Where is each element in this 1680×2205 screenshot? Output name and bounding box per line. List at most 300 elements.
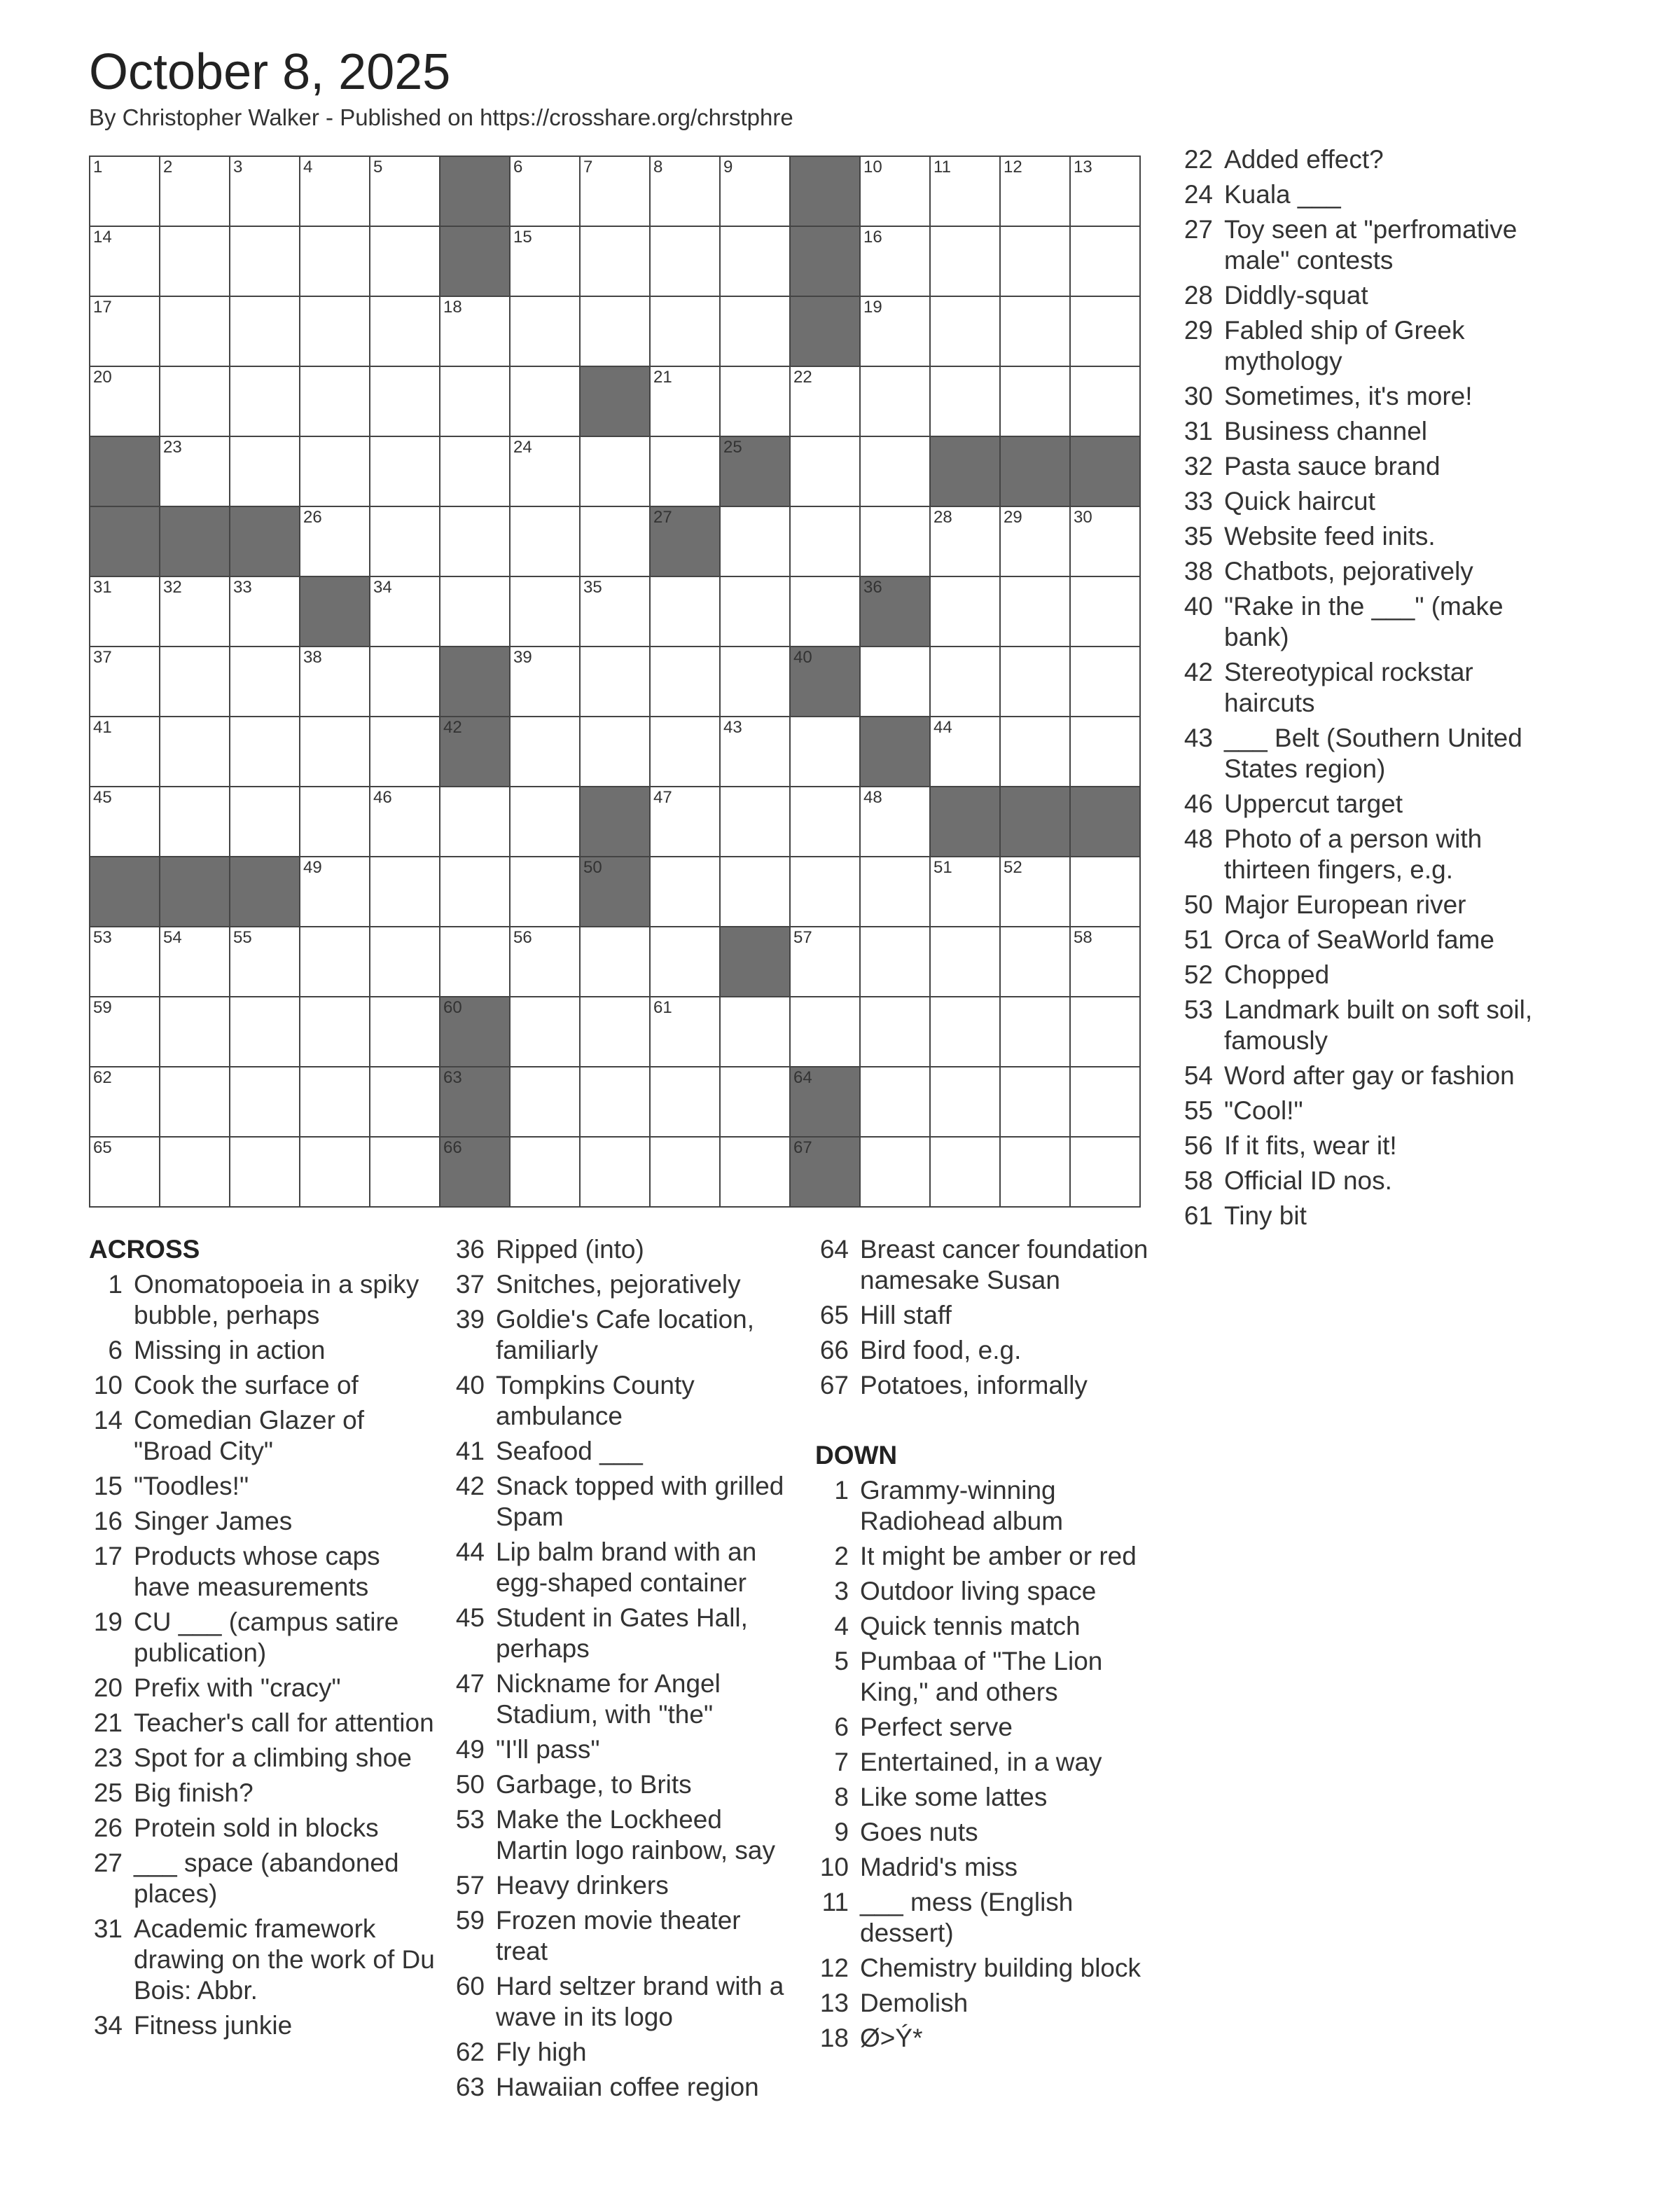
grid-cell[interactable]: [440, 507, 511, 577]
clue-item[interactable]: [1179, 1131, 1543, 1161]
grid-cell[interactable]: [1001, 157, 1071, 227]
grid-cell[interactable]: [440, 577, 511, 647]
grid-cell[interactable]: [230, 647, 300, 717]
clue-item[interactable]: [451, 2037, 787, 2068]
grid-cell[interactable]: [581, 927, 651, 997]
clue-item[interactable]: [815, 1852, 1151, 1883]
clue-item[interactable]: [815, 1576, 1151, 1607]
grid-cell[interactable]: [511, 997, 581, 1067]
grid-cell[interactable]: [300, 507, 370, 577]
grid-cell[interactable]: [861, 227, 931, 297]
grid-cell[interactable]: [370, 647, 440, 717]
grid-cell[interactable]: [791, 997, 861, 1067]
clue-item[interactable]: [1179, 451, 1543, 482]
grid-cell[interactable]: [160, 787, 230, 857]
clue-item[interactable]: [815, 1300, 1151, 1331]
grid-cell[interactable]: [300, 227, 370, 297]
grid-cell[interactable]: [511, 857, 581, 927]
cell-number: 24: [513, 438, 532, 457]
grid-cell[interactable]: [440, 437, 511, 507]
grid-cell[interactable]: [1071, 717, 1141, 787]
grid-cell[interactable]: [1001, 507, 1071, 577]
grid-cell[interactable]: [160, 997, 230, 1067]
grid-cell[interactable]: [1071, 507, 1141, 577]
clue-number: 66: [819, 1336, 849, 1364]
grid-cell[interactable]: [1071, 157, 1141, 227]
clue-item[interactable]: [89, 1778, 439, 1809]
clue-item[interactable]: [1179, 591, 1543, 653]
grid-cell[interactable]: [160, 1138, 230, 1208]
clue-item[interactable]: [815, 1541, 1151, 1572]
grid-cell[interactable]: [791, 717, 861, 787]
clue-item[interactable]: [815, 1370, 1151, 1401]
clue-item[interactable]: [451, 1603, 787, 1664]
clue-item[interactable]: [451, 1804, 787, 1866]
grid-cell[interactable]: [90, 1138, 160, 1208]
grid-cell[interactable]: [230, 927, 300, 997]
grid-cell[interactable]: [511, 157, 581, 227]
clue-item[interactable]: [1179, 556, 1543, 587]
grid-cell[interactable]: [160, 927, 230, 997]
clue-text: Uppercut target: [1224, 789, 1403, 818]
grid-cell[interactable]: [1001, 367, 1071, 437]
clue-item[interactable]: [815, 2023, 1151, 2054]
grid-cell[interactable]: [511, 1138, 581, 1208]
grid-cell[interactable]: [230, 997, 300, 1067]
clue-item[interactable]: [1179, 1166, 1543, 1196]
grid-cell[interactable]: [861, 507, 931, 577]
grid-cell[interactable]: [721, 577, 791, 647]
grid-cell[interactable]: [651, 437, 721, 507]
clue-item[interactable]: [1179, 144, 1543, 175]
clue-item[interactable]: [1179, 960, 1543, 990]
clue-column-3: [815, 1234, 1151, 2058]
grid-cell[interactable]: [160, 647, 230, 717]
clue-item[interactable]: [1179, 723, 1543, 784]
clue-item[interactable]: [815, 1887, 1151, 1949]
clue-item[interactable]: [1179, 890, 1543, 920]
grid-cell[interactable]: [721, 1138, 791, 1208]
grid-cell[interactable]: [300, 367, 370, 437]
clue-item[interactable]: [1179, 416, 1543, 447]
clue-text: Tiny bit: [1224, 1201, 1307, 1230]
clue-item[interactable]: [89, 2010, 439, 2041]
grid-cell[interactable]: [230, 717, 300, 787]
grid-cell[interactable]: [651, 297, 721, 367]
grid-cell[interactable]: [861, 997, 931, 1067]
clue-item[interactable]: [89, 1269, 439, 1331]
clue-text: Outdoor living space: [860, 1577, 1097, 1605]
grid-cell[interactable]: [1071, 647, 1141, 717]
grid-cell[interactable]: [651, 1138, 721, 1208]
clue-item[interactable]: [89, 1673, 439, 1703]
clue-item[interactable]: [89, 1914, 439, 2006]
grid-cell[interactable]: [931, 647, 1001, 717]
grid-cell[interactable]: [370, 857, 440, 927]
grid-cell[interactable]: [1071, 1138, 1141, 1208]
grid-cell[interactable]: [1001, 927, 1071, 997]
grid-cell[interactable]: [651, 227, 721, 297]
grid-cell[interactable]: [651, 787, 721, 857]
grid-cell[interactable]: [861, 1067, 931, 1138]
grid-cell[interactable]: [440, 297, 511, 367]
clue-item[interactable]: [89, 1708, 439, 1739]
cell-number: 46: [373, 788, 392, 807]
grid-cell[interactable]: [440, 927, 511, 997]
grid-cell[interactable]: [651, 1067, 721, 1138]
grid-cell[interactable]: [931, 1067, 1001, 1138]
grid-cell[interactable]: [861, 367, 931, 437]
grid-cell[interactable]: [791, 507, 861, 577]
grid-cell[interactable]: [440, 367, 511, 437]
grid-cell[interactable]: [581, 297, 651, 367]
clue-item[interactable]: [89, 1370, 439, 1401]
grid-cell[interactable]: [90, 227, 160, 297]
grid-cell[interactable]: [370, 787, 440, 857]
clue-item[interactable]: [451, 1436, 787, 1467]
grid-cell[interactable]: [300, 787, 370, 857]
grid-cell[interactable]: [90, 297, 160, 367]
grid-cell[interactable]: [370, 507, 440, 577]
grid-cell[interactable]: [791, 577, 861, 647]
grid-cell[interactable]: [931, 577, 1001, 647]
clue-item[interactable]: [1179, 789, 1543, 820]
grid-cell[interactable]: [861, 647, 931, 717]
clue-text: Sometimes, it's more!: [1224, 382, 1473, 410]
grid-cell[interactable]: [931, 507, 1001, 577]
grid-cell[interactable]: [1071, 227, 1141, 297]
clue-item[interactable]: [1179, 521, 1543, 552]
grid-cell[interactable]: [721, 157, 791, 227]
clue-item[interactable]: [89, 1607, 439, 1668]
grid-cell[interactable]: [721, 297, 791, 367]
grid-cell[interactable]: [581, 997, 651, 1067]
clue-item[interactable]: [1179, 214, 1543, 276]
grid-cell[interactable]: [651, 717, 721, 787]
clue-item[interactable]: [815, 1475, 1151, 1537]
grid-cell[interactable]: [300, 717, 370, 787]
clue-item[interactable]: [451, 1537, 787, 1598]
grid-cell[interactable]: [230, 1067, 300, 1138]
grid-cell[interactable]: [90, 647, 160, 717]
clue-item[interactable]: [451, 1734, 787, 1765]
clue-item[interactable]: [451, 1769, 787, 1800]
clue-item[interactable]: [815, 1234, 1151, 1296]
block-cell: [160, 857, 230, 927]
grid-cell[interactable]: [370, 367, 440, 437]
grid-cell[interactable]: [90, 997, 160, 1067]
clue-text: Hill staff: [860, 1301, 952, 1329]
grid-cell[interactable]: [581, 227, 651, 297]
grid-cell[interactable]: [931, 717, 1001, 787]
grid-cell[interactable]: [721, 507, 791, 577]
grid-cell[interactable]: [721, 857, 791, 927]
clue-text: Snitches, pejoratively: [496, 1270, 741, 1299]
grid-cell[interactable]: [230, 787, 300, 857]
grid-cell[interactable]: [931, 927, 1001, 997]
grid-cell[interactable]: [581, 647, 651, 717]
grid-cell[interactable]: [1001, 1138, 1071, 1208]
grid-cell[interactable]: [300, 437, 370, 507]
clue-number: 12: [819, 1954, 849, 1982]
grid-cell[interactable]: [791, 927, 861, 997]
grid-cell[interactable]: [370, 227, 440, 297]
cell-number: 5: [373, 158, 383, 177]
grid-cell[interactable]: [160, 227, 230, 297]
grid-cell[interactable]: [1071, 857, 1141, 927]
grid-cell[interactable]: [931, 367, 1001, 437]
grid-cell[interactable]: [160, 577, 230, 647]
clue-item[interactable]: [1179, 179, 1543, 210]
grid-cell[interactable]: [721, 717, 791, 787]
grid-cell[interactable]: [791, 787, 861, 857]
grid-cell[interactable]: [90, 927, 160, 997]
grid-cell[interactable]: [791, 857, 861, 927]
block-cell: [791, 227, 861, 297]
grid-cell[interactable]: [721, 227, 791, 297]
grid-cell[interactable]: [230, 577, 300, 647]
clue-item[interactable]: [451, 1971, 787, 2033]
clue-item[interactable]: [815, 1611, 1151, 1642]
grid-cell[interactable]: [440, 787, 511, 857]
grid-cell[interactable]: [230, 1138, 300, 1208]
clue-item[interactable]: [451, 1370, 787, 1432]
grid-cell[interactable]: [581, 1138, 651, 1208]
grid-cell[interactable]: [581, 157, 651, 227]
grid-cell[interactable]: [861, 787, 931, 857]
clue-text: Quick haircut: [1224, 487, 1375, 516]
grid-cell[interactable]: [511, 297, 581, 367]
grid-cell[interactable]: [1071, 927, 1141, 997]
grid-cell[interactable]: [160, 367, 230, 437]
grid-cell[interactable]: [861, 1138, 931, 1208]
clue-item[interactable]: [89, 1541, 439, 1603]
clue-item[interactable]: [1179, 824, 1543, 885]
cell-number: 36: [863, 578, 882, 597]
grid-cell[interactable]: [370, 717, 440, 787]
clue-text: Make the Lockheed Martin logo rainbow, say: [496, 1805, 775, 1865]
clue-item[interactable]: [1179, 1060, 1543, 1091]
grid-cell[interactable]: [511, 717, 581, 787]
grid-cell[interactable]: [370, 157, 440, 227]
grid-cell[interactable]: [511, 227, 581, 297]
cell-number: 61: [653, 998, 672, 1017]
grid-cell[interactable]: [511, 787, 581, 857]
clue-item[interactable]: [451, 1668, 787, 1730]
grid-cell[interactable]: [931, 997, 1001, 1067]
grid-cell[interactable]: [1071, 577, 1141, 647]
clue-column-2: [451, 1234, 787, 2107]
grid-cell[interactable]: [721, 1067, 791, 1138]
clue-text: Comedian Glazer of "Broad City": [134, 1406, 365, 1465]
cell-number: 43: [723, 718, 742, 737]
grid-cell[interactable]: [230, 297, 300, 367]
clue-item[interactable]: [815, 1782, 1151, 1813]
clue-item[interactable]: [89, 1405, 439, 1467]
grid-cell[interactable]: [581, 507, 651, 577]
clue-item[interactable]: [1179, 486, 1543, 517]
grid-cell[interactable]: [791, 367, 861, 437]
grid-cell[interactable]: [721, 367, 791, 437]
clue-text: Added effect?: [1224, 145, 1384, 174]
clue-item[interactable]: [815, 1953, 1151, 1984]
grid-cell[interactable]: [90, 577, 160, 647]
clue-number: 13: [819, 1989, 849, 2017]
grid-cell[interactable]: [230, 437, 300, 507]
grid-cell[interactable]: [230, 227, 300, 297]
grid-cell[interactable]: [721, 997, 791, 1067]
grid-cell[interactable]: [511, 577, 581, 647]
grid-cell[interactable]: [651, 647, 721, 717]
grid-cell[interactable]: [1001, 997, 1071, 1067]
clue-item[interactable]: [1179, 315, 1543, 377]
grid-cell[interactable]: [581, 577, 651, 647]
clue-item[interactable]: [1179, 1201, 1543, 1231]
clue-item[interactable]: [815, 1646, 1151, 1708]
clue-item[interactable]: [89, 1506, 439, 1537]
grid-cell[interactable]: [90, 1067, 160, 1138]
clue-item[interactable]: [451, 1870, 787, 1901]
clue-item[interactable]: [451, 1234, 787, 1265]
grid-cell[interactable]: [651, 157, 721, 227]
clue-item[interactable]: [1179, 657, 1543, 719]
grid-cell[interactable]: [160, 297, 230, 367]
clue-item[interactable]: [451, 1304, 787, 1366]
grid-cell[interactable]: [651, 927, 721, 997]
grid-cell[interactable]: [1001, 717, 1071, 787]
grid-cell[interactable]: [160, 717, 230, 787]
grid-cell[interactable]: [300, 997, 370, 1067]
grid-cell[interactable]: [861, 927, 931, 997]
grid-cell[interactable]: [651, 367, 721, 437]
grid-cell[interactable]: [511, 437, 581, 507]
grid-cell[interactable]: [300, 297, 370, 367]
grid-cell[interactable]: [1001, 297, 1071, 367]
grid-cell[interactable]: [581, 717, 651, 787]
grid-cell[interactable]: [370, 437, 440, 507]
grid-cell[interactable]: [300, 157, 370, 227]
grid-cell[interactable]: [861, 437, 931, 507]
clue-item[interactable]: [815, 1817, 1151, 1848]
clue-text: Diddly-squat: [1224, 281, 1368, 310]
grid-cell[interactable]: [791, 437, 861, 507]
grid-cell[interactable]: [861, 297, 931, 367]
clue-text: Chatbots, pejoratively: [1224, 557, 1473, 586]
grid-cell[interactable]: [1071, 997, 1141, 1067]
grid-cell[interactable]: [440, 857, 511, 927]
grid-cell[interactable]: [160, 437, 230, 507]
grid-cell[interactable]: [160, 1067, 230, 1138]
clue-item[interactable]: [451, 1905, 787, 1967]
grid-cell[interactable]: [931, 1138, 1001, 1208]
grid-cell[interactable]: [1001, 227, 1071, 297]
grid-cell[interactable]: [511, 367, 581, 437]
grid-cell[interactable]: [1001, 857, 1071, 927]
grid-cell[interactable]: [861, 157, 931, 227]
grid-cell[interactable]: [931, 857, 1001, 927]
grid-cell[interactable]: [370, 1138, 440, 1208]
grid-cell[interactable]: [230, 157, 300, 227]
clue-item[interactable]: [89, 1335, 439, 1366]
grid-cell[interactable]: [90, 787, 160, 857]
clue-item[interactable]: [1179, 381, 1543, 412]
clue-item[interactable]: [815, 1335, 1151, 1366]
grid-cell[interactable]: [1001, 577, 1071, 647]
grid-cell[interactable]: [230, 367, 300, 437]
grid-cell[interactable]: [370, 577, 440, 647]
grid-cell[interactable]: [511, 1067, 581, 1138]
block-cell: [791, 1138, 861, 1208]
grid-cell[interactable]: [370, 927, 440, 997]
grid-cell[interactable]: [1001, 647, 1071, 717]
grid-cell[interactable]: [581, 1067, 651, 1138]
grid-cell[interactable]: [651, 857, 721, 927]
grid-cell[interactable]: [1071, 1067, 1141, 1138]
clue-item[interactable]: [89, 1813, 439, 1844]
grid-cell[interactable]: [90, 367, 160, 437]
grid-cell[interactable]: [931, 297, 1001, 367]
block-cell: [791, 647, 861, 717]
clue-item[interactable]: [451, 2072, 787, 2103]
grid-cell[interactable]: [300, 927, 370, 997]
grid-cell[interactable]: [931, 157, 1001, 227]
grid-cell[interactable]: [370, 997, 440, 1067]
clue-item[interactable]: [815, 1712, 1151, 1743]
clue-item[interactable]: [451, 1269, 787, 1300]
grid-cell[interactable]: [861, 857, 931, 927]
grid-cell[interactable]: [1001, 1067, 1071, 1138]
grid-cell[interactable]: [160, 157, 230, 227]
clue-item[interactable]: [451, 1471, 787, 1533]
clue-item[interactable]: [815, 1747, 1151, 1778]
grid-cell[interactable]: [721, 647, 791, 717]
grid-cell[interactable]: [90, 717, 160, 787]
clue-text: Pasta sauce brand: [1224, 452, 1441, 481]
clue-item[interactable]: [1179, 995, 1543, 1056]
grid-cell[interactable]: [511, 927, 581, 997]
clue-item[interactable]: [1179, 280, 1543, 311]
grid-cell[interactable]: [511, 507, 581, 577]
grid-cell[interactable]: [300, 1138, 370, 1208]
grid-cell[interactable]: [300, 647, 370, 717]
cell-number: 11: [933, 158, 951, 177]
grid-cell[interactable]: [651, 577, 721, 647]
clue-item[interactable]: [89, 1848, 439, 1909]
grid-cell[interactable]: [511, 647, 581, 717]
block-cell: [90, 857, 160, 927]
grid-cell[interactable]: [370, 1067, 440, 1138]
clue-number: 10: [93, 1371, 123, 1399]
clue-item[interactable]: [89, 1743, 439, 1774]
grid-cell[interactable]: [651, 997, 721, 1067]
clue-text: "Cool!": [1224, 1096, 1303, 1125]
clue-number: 39: [455, 1305, 485, 1334]
grid-cell[interactable]: [300, 857, 370, 927]
clue-item[interactable]: [1179, 925, 1543, 955]
grid-cell[interactable]: [1071, 367, 1141, 437]
grid-cell[interactable]: [370, 297, 440, 367]
clue-item[interactable]: [1179, 1095, 1543, 1126]
grid-cell[interactable]: [581, 437, 651, 507]
clue-item[interactable]: [89, 1471, 439, 1502]
grid-cell[interactable]: [931, 227, 1001, 297]
grid-cell[interactable]: [90, 157, 160, 227]
grid-cell[interactable]: [300, 1067, 370, 1138]
grid-cell[interactable]: [1071, 297, 1141, 367]
grid-cell[interactable]: [721, 787, 791, 857]
crossword-grid: [89, 155, 1141, 1208]
clue-item[interactable]: [815, 1988, 1151, 2019]
